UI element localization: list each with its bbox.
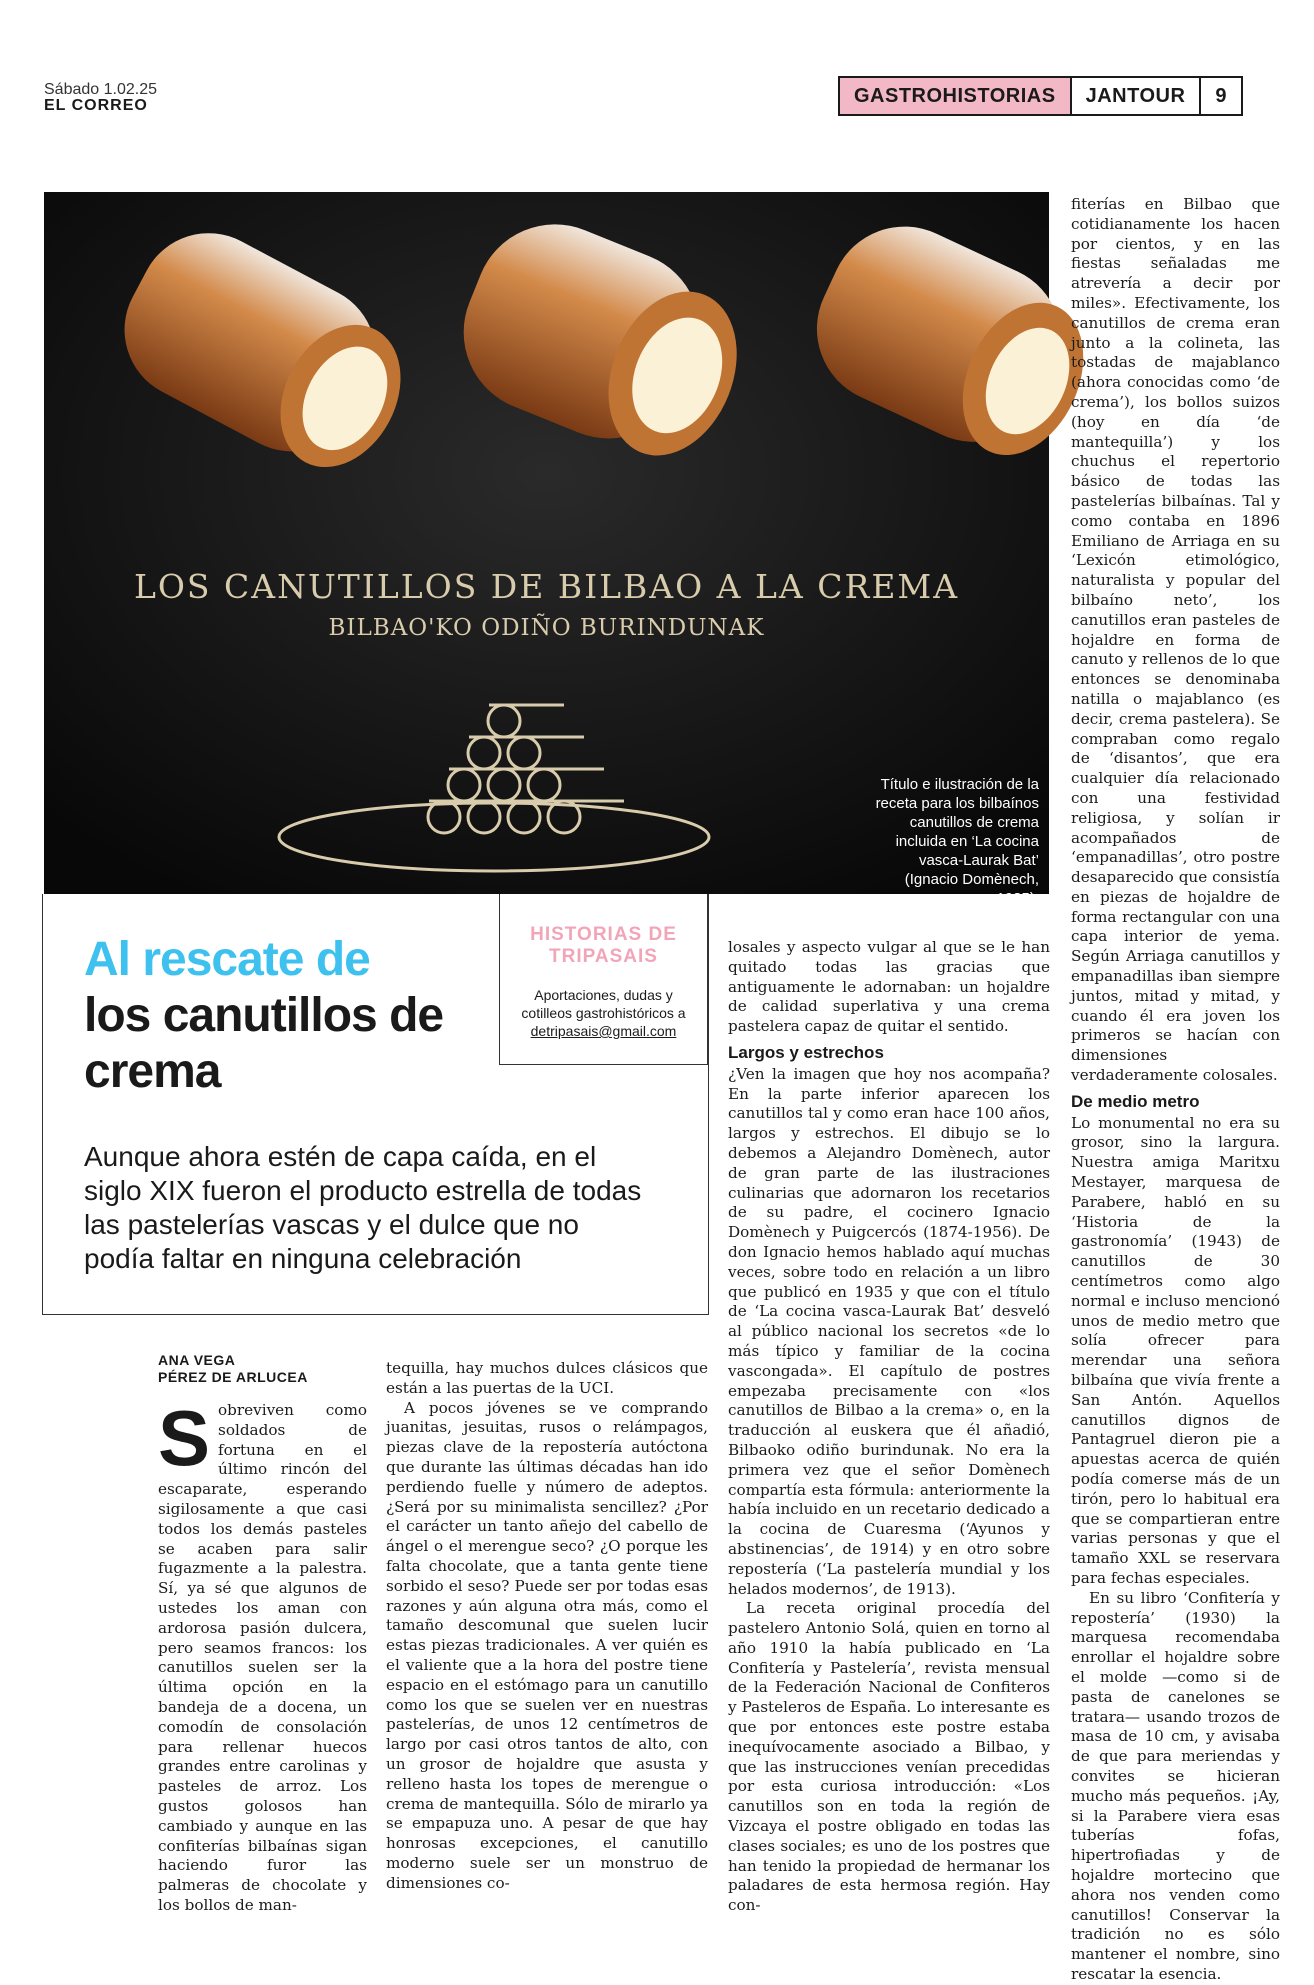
drop-cap: S [158,1394,211,1482]
sidebar-box [499,894,708,1065]
subheading: Largos y estrechos [728,1042,884,1062]
page-number: 9 [1215,85,1228,107]
paragraph: ¿Ven la imagen que hoy nos acompaña? En la parte inferior aparecen los canutillos tal y como eran hace 100 años, largos y estrechos. El dibujo se lo debemos a Alejandro Domènech, autor de gran parte de las ilustraciones culinarias que adornaron los recetarios de su padre, el cocinero Ignacio Domènech y Puigcercós (1874-1956). De don Ignacio hemos hablado aquí muchas veces, sobre todo en relación a un libro que publicó en 1935 y que con el título de ‘La cocina vasca-Laurak Bat’ desveló al público nacional los secretos «de lo más típico y familiar de la cocina vascongada». El capítulo de postres empezaba precisamente con «los canutillos de Bilbao a la crema» o, en la traducción al euskera que él añadió, Bilbaoko odiño burindunak. No era la primera vez que el señor Domènech compartía esta fórmula: anteriormente la había incluido en un recetario dedicado a la cocina de Cuaresma (‘Ayunos y abstinencias’, de 1914) y en otro sobre repostería (‘La pastelería mundial y los helados modernos’, de 1913). [728,1064,1050,1598]
paragraph: En su libro ‘Confitería y repostería’ (1930) la marquesa recomendaba enrollar el hojaldre sobre el molde —como si de pasta de canelones se tratara— usando trozos de masa de 10 cm, y avisaba de que para meriendas y convites se hicieran mucho más pequeños. ¡Ay, si la Parabere viera esas tuberías fofas, hipertrofiadas y de hojaldre mortecino que ahora nos venden como canutillos! Conservar la tradición no es sólo mantener el nombre, sino rescatar la esencia. [1071,1588,1280,1983]
paragraph: A pocos jóvenes se ve comprando juanitas, jesuitas, rusos o relámpagos, piezas clave de la repostería autóctona que durante las últimas décadas han ido perdiendo fuelle y número de adeptos. ¿Será por su minimalista sencillez? ¿Por el carácter un tanto añejo del cabello de ángel o el merengue seco? ¿O porque les falta chocolate, que a tanta gente tiene sorbido el seso? Puede ser por todas esas razones y aún alguna otra más, como el tamaño descomunal que suelen lucir estas piezas tradicionales. A ver quién es el valiente que a la hora del postre tiene espacio en el estómago para un canutillo como los que se suelen ver en nuestras pastelerías, de unos 12 centímetros de largo por casi otros tantos de alto, con un grosor de hojaldre que asusta y relleno hasta los topes de merengue o crema de mantequilla. Sólo de mirarlo ya se empapuza uno. A pesar de que hay honrosas excepciones, el canutillo moderno suele ser un monstruo de dimensiones co- [386,1398,708,1892]
photo-title: LOS CANUTILLOS DE BILBAO A LA CREMA [133,567,960,606]
sidebar-email-link[interactable]: detripasais@gmail.com [530,1023,677,1039]
paragraph: La receta original procedía del pastelero Antonio Solá, quien en torno al año 1910 la había publicado en ‘La Confitería y Pastelería’, revista mensual de la Federación Nacional de Confiteros y Pasteleros de España. Lo interesante es que por entonces este postre estaba inequívocamente asociado a Bilbao, y que las instrucciones venían precedidas por esta curiosa introducción: «Los canutillos son en toda la región de Vizcaya el postre obligado en todas las clases sociales; es uno de los postres que han tenido la propiedad de hermanar los paladares de esta hermosa región. Hay con- [728,1599,1050,1915]
subheading: De medio metro [1071,1091,1200,1111]
paragraph: Lo monumental no era su grosor, sino la largura. Nuestra amiga Maritxu Mestayer, marquesa de Parabere, habló en su ‘Historia de la gastronomía’ (1943) de canutillos de 30 centímetros como algo normal e incluso mencionó unos de medio metro que solía ofrecer para merendar una señora bilbaína que vivía frente a San Antón. Aquellos canutillos dignos de Pantagruel dieron pie a apuestas acerca de quién podía comerse más de un tirón, pero lo habitual era que se compartieran entre varias personas y que el tamaño XXL se reservara para fechas especiales. [1071,1113,1280,1587]
paragraph: tequilla, hay muchos dulces clásicos que están a las puertas de la UCI. [386,1359,708,1397]
headline-rest: los canutillos de crema [84,989,444,1098]
author-name: ANA VEGA [158,1352,236,1368]
paragraph: losales y aspecto vulgar al que se le han quitado todas las gracias que antiguamente le adornaban: un hojaldre de calidad superlativa y una crema pastelera capaz de quitar el sentido. [728,938,1050,1036]
issue-date: Sábado 1.02.25 [44,81,157,98]
article-column-4 [1071,195,1280,1985]
sidebar-title: HISTORIAS DE TRIPASAIS [530,924,677,967]
photo-caption: Título e ilustración de la receta para los bilbaínos canutillos de crema incluida en ‘La cocina vasca-Laurak Bat’ (Ignacio Domènech, 1935). [875,776,1039,907]
article-column-1 [158,1394,367,1916]
photo-subtitle: BILBAO'KO ODIÑO BURINDUNAK [328,615,765,641]
article-column-2 [386,1359,708,1894]
headline-highlight: Al rescate de [84,933,370,986]
author-surname: PÉREZ DE ARLUCEA [158,1369,308,1385]
article-photo [44,192,1049,907]
paragraph: fiterías en Bilbao que cotidianamente los hacen por cientos, y en las fiestas señaladas me atrevería a decir por miles». Efectivamente, los canutillos de crema eran junto a la colineta, las tostadas de majablanco (ahora conocidas como ‘de crema’), los bollos suizos (hoy en día ‘de mantequilla’) y los chuchus el repertorio básico de todas las pastelerías bilbaínas. Tal y como contaba en 1896 Emiliano de Arriaga en su ‘Lexicón etimológico, naturalista y popular del bilbaíno neto’, los canutillos eran pasteles de hojaldre en forma de canuto y rellenos de lo que entonces se denominaba natilla o majablanco (es decir, crema pastelera). Se compraban como regalo de ‘disantos’, que era cualquier día relacionado con una festividad religiosa, y solían ir acompañados de ‘empanadillas’, otro postre desaparecido que consistía en piezas de hojaldre de forma rectangular con una capa interior de yema. Según Arriaga canutillos y empanadillas iban siempre juntos, mitad y mitad, y cuando él era joven los primeros se hacían con dimensiones verdaderamente colosales. [1071,195,1280,1085]
subsection-label: JANTOUR [1072,78,1202,114]
headline-subtitle: Aunque ahora estén de capa caída, en el siglo XIX fueron el producto estrella de todas las pastelerías vascas y el dulce que no podía faltar en ninguna celebración [84,1141,642,1274]
sidebar-text: Aportaciones, dudas y cotilleos gastrohistóricos a [521,987,686,1021]
paragraph: obreviven como soldados de fortuna en el último rincón del escaparate, esperando sigilosamente a que casi todos los demás pasteles se acaben para salir fugazmente a la palestra. Sí, ya sé que algunos de ustedes los aman con ardorosa pasión dulcera, pero seamos francos: los canutillos suelen ser la última opción en la bandeja de a docena, un comodín de consolación para rellenar huecos grandes entre carolinas y pasteles de arroz. Los gustos golosos han cambiado y aunque en las confiterías bilbaínas sigan haciendo furor las palmeras de chocolate y los bollos de man- [158,1401,367,1914]
section-header [838,76,1243,116]
article-column-3 [728,938,1050,1916]
section-label: GASTROHISTORIAS [840,78,1072,114]
newspaper-name: EL CORREO [44,97,148,114]
byline [158,1352,308,1386]
